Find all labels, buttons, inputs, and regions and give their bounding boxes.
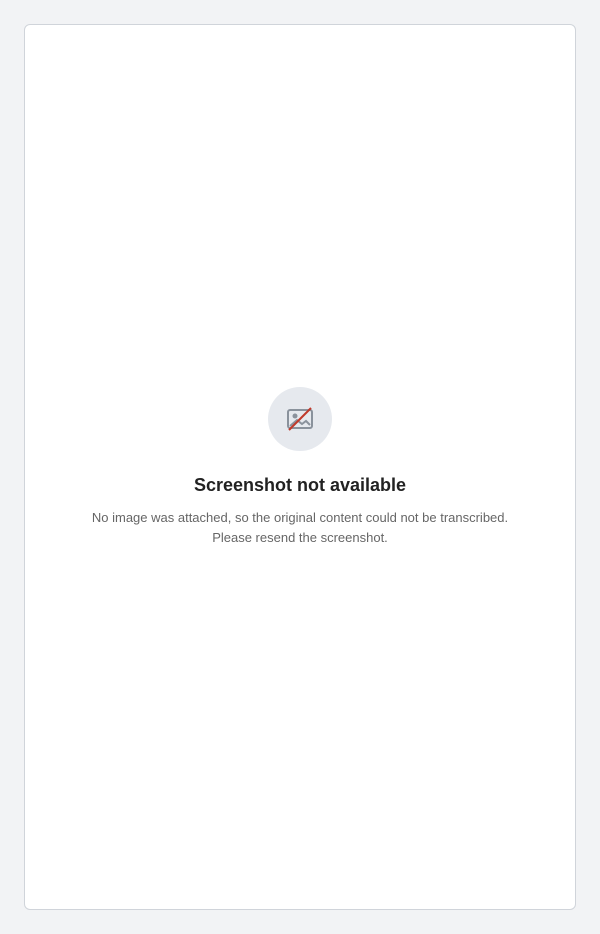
placeholder-title: Screenshot not available <box>193 475 407 495</box>
placeholder-card <box>24 24 576 910</box>
placeholder-note: No image was attached, so the original content could not be transcribed. Please resend the screenshot. <box>91 510 509 545</box>
image-missing-icon <box>268 387 332 451</box>
